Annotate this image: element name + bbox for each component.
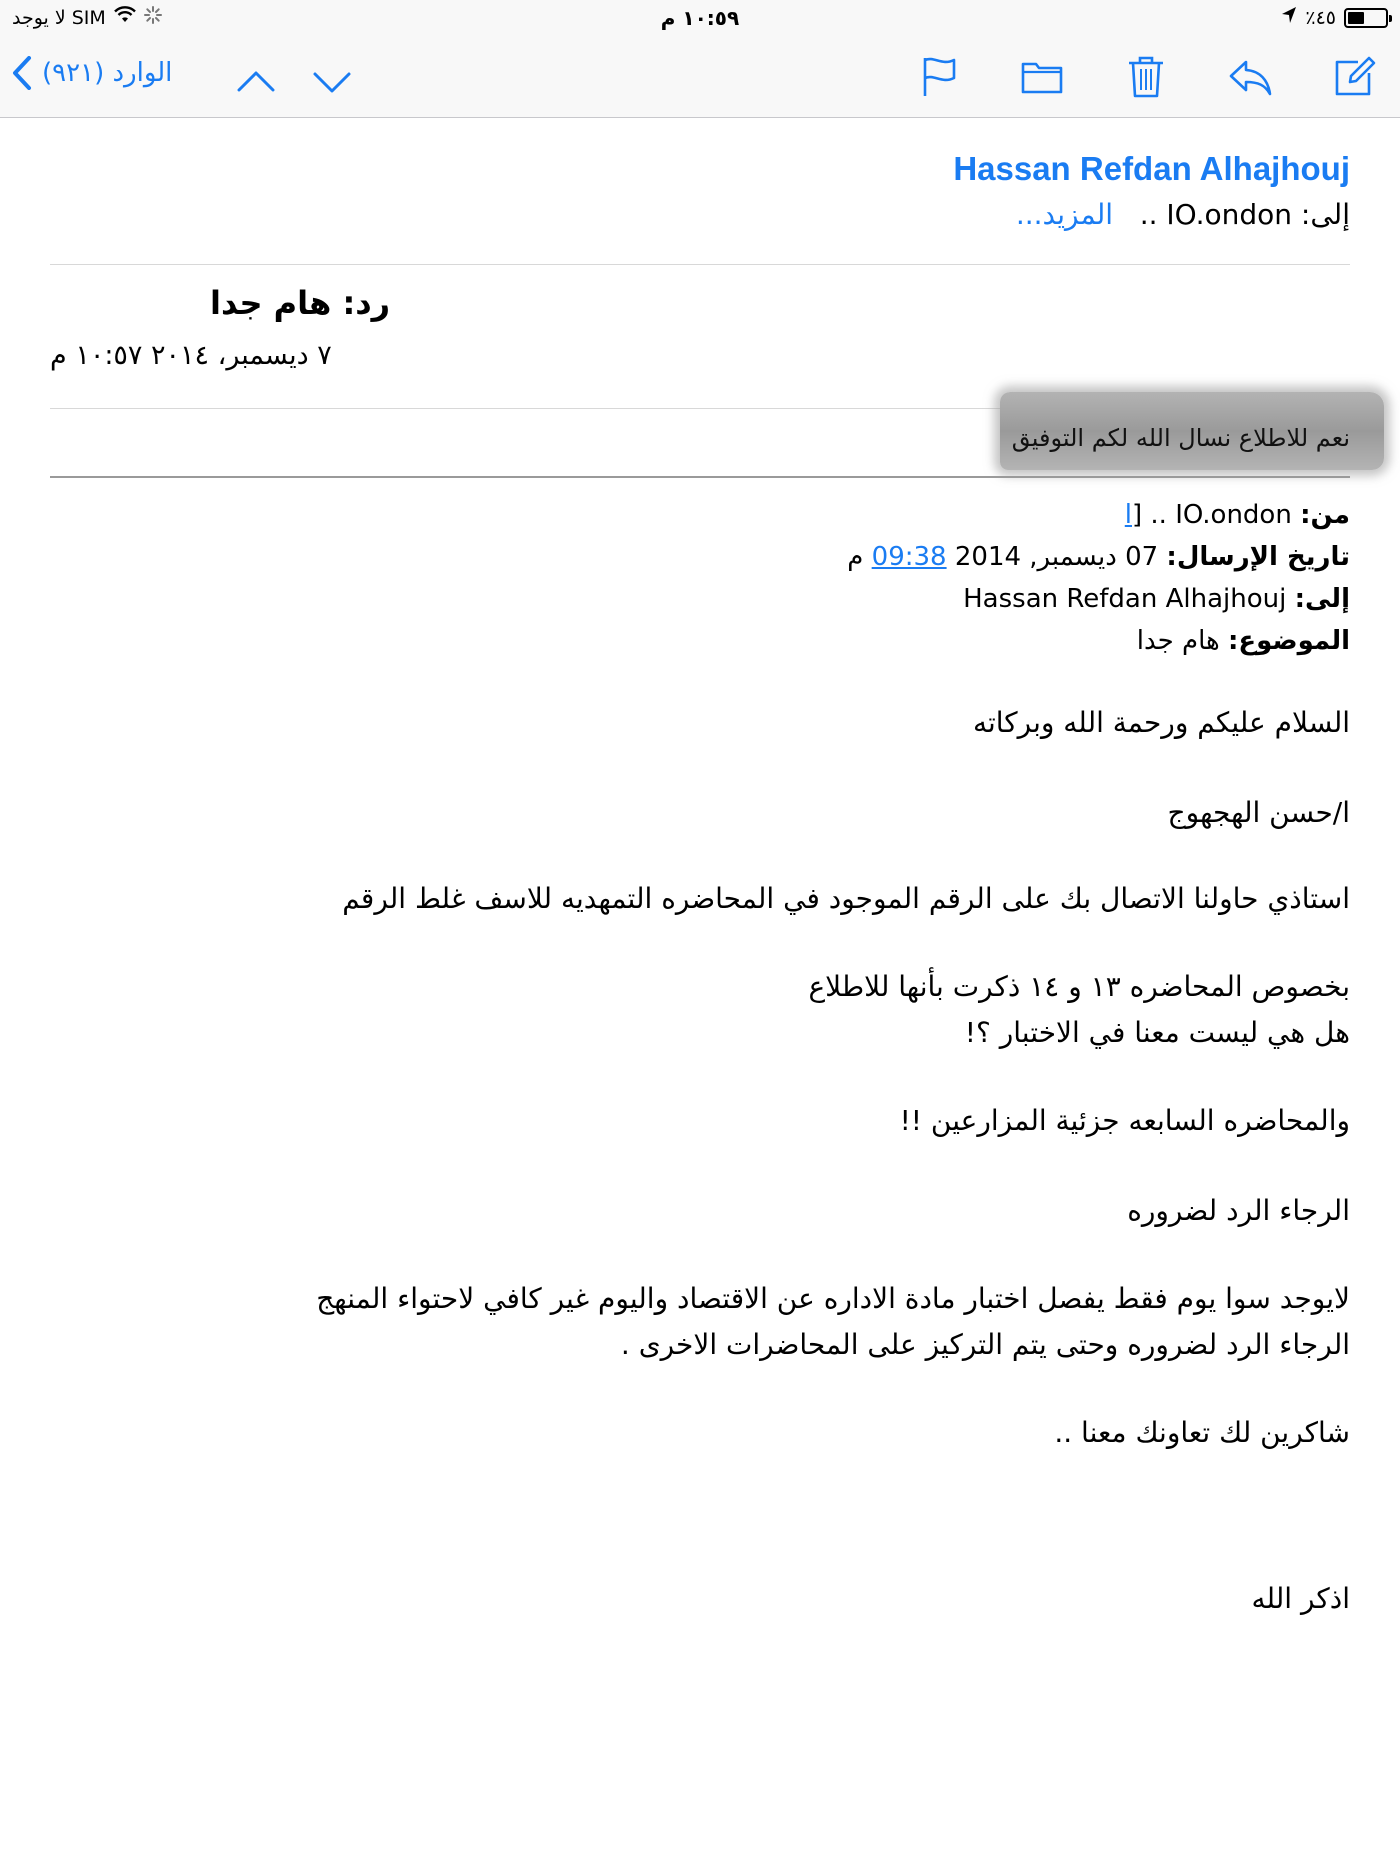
quoted-sent-line <box>847 542 1350 572</box>
sender-name[interactable]: Hassan Refdan Alhajhouj <box>953 150 1350 187</box>
message-date: ٧ ديسمبر، ٢٠١٤ ١٠:٥٧ م <box>50 340 332 371</box>
location-arrow-icon <box>1281 6 1297 29</box>
body-paragraph: استاذي حاولنا الاتصال بك على الرقم الموجود في المحاضره التمهديه للاسف غلط الرقم <box>342 882 1350 915</box>
reply-text: نعم للاطلاع نسال الله لكم التوفيق <box>1011 424 1350 452</box>
body-paragraph: بخصوص المحاضره ١٣ و ١٤ ذكرت بأنها للاطلاع <box>808 970 1350 1003</box>
quoted-sent-label: تاريخ الإرسال: <box>1166 542 1350 572</box>
mail-toolbar <box>0 38 1400 118</box>
quoted-sent-date: 07 ديسمبر, 2014 <box>954 542 1159 572</box>
body-closing: شاكرين لك تعاونك معنا .. <box>1054 1416 1350 1449</box>
status-time: ١٠:٥٩ م <box>660 6 740 30</box>
header-divider <box>50 264 1350 265</box>
body-paragraph: لايوجد سوا يوم فقط يفصل اختبار مادة الاداره عن الاقتصاد واليوم غير كافي لاحتواء المنهج <box>316 1282 1350 1315</box>
body-paragraph: الرجاء الرد لضروره <box>1127 1194 1350 1227</box>
quoted-to-line <box>963 584 1350 614</box>
flag-icon <box>916 54 960 98</box>
next-message-button[interactable] <box>308 58 356 106</box>
quoted-to-value: Hassan Refdan Alhajhouj <box>963 584 1287 614</box>
recipients-line <box>1016 198 1350 231</box>
body-signature: اذكر الله <box>1251 1582 1350 1615</box>
quoted-sent-time-link[interactable]: 09:38 <box>871 542 947 572</box>
quoted-from-line <box>1125 500 1350 530</box>
quoted-subject-value: هام جدا <box>1136 626 1220 656</box>
message-actions <box>914 52 1378 100</box>
back-to-inbox-button[interactable] <box>12 56 172 90</box>
body-paragraph: هل هي ليست معنا في الاختبار ؟! <box>964 1016 1350 1049</box>
quoted-subject-label: الموضوع: <box>1228 626 1350 656</box>
trash-icon <box>1124 54 1168 98</box>
back-label: الوارد (٩٢١) <box>42 58 173 88</box>
previous-message-button[interactable] <box>232 58 280 106</box>
battery-level <box>1348 12 1364 24</box>
carrier-label: لا يوجد SIM <box>12 6 106 29</box>
chevron-left-icon <box>12 56 32 90</box>
more-recipients-link[interactable]: المزيد... <box>1015 198 1113 231</box>
body-paragraph: الرجاء الرد لضروره وحتى يتم التركيز على المحاضرات الاخرى . <box>620 1328 1350 1361</box>
quoted-from-link[interactable]: ا <box>1124 500 1132 530</box>
reply-icon <box>1228 54 1272 98</box>
message-subject: رد: هام جدا <box>210 284 391 322</box>
quoted-from-label: من: <box>1300 500 1350 530</box>
battery-icon <box>1344 8 1388 28</box>
battery-percent: ٪٤٥ <box>1305 6 1336 29</box>
quoted-sent-suffix: م <box>847 542 864 572</box>
message-navigation <box>232 58 356 106</box>
status-bar <box>0 0 1400 38</box>
flag-button[interactable] <box>914 52 962 100</box>
body-greeting: السلام عليكم ورحمة الله وبركاته <box>972 706 1350 739</box>
quoted-from-value: IO.ondon .. [ <box>1132 500 1292 530</box>
to-value[interactable]: IO.ondon .. <box>1139 198 1292 231</box>
compose-icon <box>1332 54 1376 98</box>
status-right <box>1281 6 1388 29</box>
body-addressee: ا/حسن الهجهوج <box>1167 796 1350 829</box>
quoted-subject-line <box>1137 626 1350 656</box>
to-label: إلى: <box>1300 198 1350 231</box>
folder-icon <box>1020 54 1064 98</box>
quoted-to-label: إلى: <box>1294 584 1350 614</box>
chevron-down-icon <box>310 60 354 104</box>
quote-separator <box>50 476 1350 478</box>
trash-button[interactable] <box>1122 52 1170 100</box>
reply-button[interactable] <box>1226 52 1274 100</box>
chevron-up-icon <box>234 60 278 104</box>
compose-button[interactable] <box>1330 52 1378 100</box>
body-paragraph: والمحاضره السابعه جزئية المزارعين !! <box>899 1104 1350 1137</box>
move-to-folder-button[interactable] <box>1018 52 1066 100</box>
